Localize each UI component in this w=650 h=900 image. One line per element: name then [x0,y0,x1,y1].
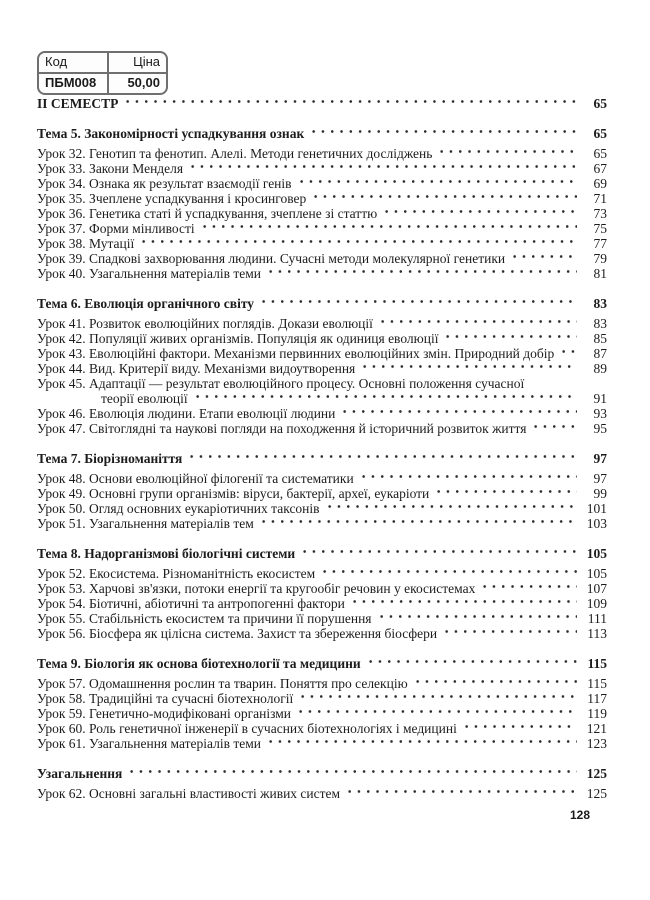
toc-entry-title: Урок 43. Еволюційні фактори. Механізми первинних еволюційних змін. Природний добір [37,346,555,361]
toc-entry-page: 111 [587,611,607,626]
toc-entry-lesson [37,421,607,436]
toc-entry-page: 77 [593,236,607,251]
dot-leader [139,236,577,251]
toc-line [37,626,607,641]
dot-leader [200,221,577,236]
dot-leader [443,331,577,346]
toc-entry-title: Урок 46. Еволюція людини. Етапи еволюції людини [37,406,336,421]
toc-entry-page: 65 [593,146,607,161]
toc-entry-page: 125 [586,786,607,801]
toc-entry-lesson [37,251,607,266]
toc-entry-page: 91 [593,391,607,406]
dot-leader [296,706,577,721]
toc-entry-page: 83 [593,296,607,311]
toc-entry-page: 67 [593,161,607,176]
toc-entry-page: 123 [586,736,607,751]
toc-line [37,376,607,391]
toc-entry-page: 93 [593,406,607,421]
dot-leader [378,316,577,331]
dot-leader [266,736,577,751]
toc-entry-page: 65 [593,96,607,111]
price-table-header-row [39,53,166,74]
dot-leader [259,516,577,531]
toc-entry-lesson [37,501,607,516]
toc-entry-title: Тема 9. Біологія як основа біотехнології та медицини [37,656,361,671]
toc-entry-title: Урок 38. Мутації [37,236,135,251]
toc-line [37,546,607,561]
toc-line [37,736,607,751]
toc-line [37,236,607,251]
toc-entry-title: Урок 45. Адаптації — результат еволюційного процесу. Основні положення сучасної [37,376,525,391]
dot-leader [345,786,577,801]
toc-entry-title: Тема 8. Надорганізмові біологічні системи [37,546,296,561]
toc-line [37,176,607,191]
dot-leader [325,501,577,516]
toc-line [37,516,607,531]
toc-entry-title: Урок 57. Одомашнення рослин та тварин. Поняття про селекцію [37,676,408,691]
toc-entry-title: Урок 59. Генетично-модифіковані організми [37,706,291,721]
toc-entry-title: Урок 56. Біосфера як цілісна система. Захист та збереження біосфери [37,626,438,641]
toc-entry-title: Урок 40. Узагальнення матеріалів теми [37,266,262,281]
toc-line [37,391,607,406]
price-table-code-header: Код [39,53,109,72]
dot-leader [127,766,577,781]
price-table-values-row [39,74,166,93]
toc-entry-lesson [37,376,607,406]
toc-entry-title: Урок 39. Спадкові захворювання людини. Сучасні методи молекулярної генетики [37,251,506,266]
toc-entry-title: Урок 36. Генетика статі й успадкування, зчеплене зі статтю [37,206,378,221]
dot-leader [188,161,577,176]
toc-entry-title: Урок 62. Основні загальні властивості живих систем [37,786,341,801]
toc-entry-theme [37,451,607,466]
dot-leader [297,176,577,191]
toc-entry-title: Урок 48. Основи еволюційної філогенії та систематики [37,471,354,486]
toc-entry-title: Тема 5. Закономірності успадкування ознак [37,126,305,141]
dot-leader [480,581,577,596]
toc-line [37,421,607,436]
toc-entry-page: 117 [587,691,607,706]
toc-entry-lesson [37,566,607,581]
toc-line [37,191,607,206]
toc-line [37,611,607,626]
toc-line [37,691,607,706]
dot-leader [510,251,577,266]
dot-leader [366,656,577,671]
dot-leader [559,346,577,361]
toc-entry-title: Урок 34. Ознака як результат взаємодії генів [37,176,292,191]
toc-entry-lesson [37,316,607,331]
toc-line [37,786,607,801]
toc-entry-title: Урок 53. Харчові зв'язки, потоки енергії та кругообіг речовин у екосистемах [37,581,476,596]
toc-entry-title: Урок 55. Стабільність екосистем та причини її порушення [37,611,372,626]
toc-line [37,676,607,691]
dot-leader [377,611,577,626]
toc-line [37,346,607,361]
dot-leader [311,191,577,206]
toc-line [37,471,607,486]
toc-entry-title: Тема 6. Еволюція органічного світу [37,296,255,311]
dot-leader [442,626,577,641]
toc-entry-page: 79 [593,251,607,266]
toc-entry-lesson [37,331,607,346]
toc-entry-lesson [37,471,607,486]
toc-entry-lesson [37,676,607,691]
toc-entry-title: Урок 42. Популяції живих організмів. Популяція як одиниця еволюції [37,331,439,346]
dot-leader [309,126,577,141]
toc-entry-title: Урок 60. Роль генетичної інженерії в сучасних біотехнологіях і медицині [37,721,457,736]
toc-entry-page: 125 [586,766,607,781]
toc-entry-page: 103 [586,516,607,531]
dot-leader [437,146,577,161]
toc-entry-page: 75 [593,221,607,236]
toc-line [37,221,607,236]
toc-entry-title: Узагальнення [37,766,123,781]
toc-entry-lesson [37,706,607,721]
toc-entry-semester [37,96,607,111]
price-table-price-header: Ціна [133,54,160,69]
toc-entry-title: ІІ СЕМЕСТР [37,96,119,111]
dot-leader [123,96,577,111]
toc-entry-page: 109 [586,596,607,611]
toc-entry-title: Урок 35. Зчеплене успадкування і кросинговер [37,191,307,206]
toc-entry-lesson [37,266,607,281]
toc-line [37,656,607,671]
toc-line [37,766,607,781]
toc-line [37,501,607,516]
dot-leader [434,486,577,501]
dot-leader [298,691,577,706]
toc-entry-title: Урок 51. Узагальнення матеріалів тем [37,516,254,531]
toc-entry-theme [37,546,607,561]
dot-leader [320,566,577,581]
toc-entry-page: 65 [593,126,607,141]
toc-entry-lesson [37,721,607,736]
dot-leader [340,406,577,421]
toc-entry-lesson [37,191,607,206]
toc-entry-lesson [37,486,607,501]
toc-entry-page: 69 [593,176,607,191]
toc-line [37,126,607,141]
toc-entry-section [37,766,607,781]
toc-line [37,581,607,596]
toc-entry-lesson [37,221,607,236]
dot-leader [259,296,577,311]
toc-entry-lesson [37,161,607,176]
toc-line [37,721,607,736]
toc-line [37,361,607,376]
toc-line [37,331,607,346]
toc-line [37,566,607,581]
toc-entry-page: 71 [593,191,607,206]
toc-entry-title: Тема 7. Біорізноманіття [37,451,183,466]
toc-entry-lesson [37,611,607,626]
toc-line [37,451,607,466]
dot-leader [266,266,577,281]
toc-entry-page: 95 [593,421,607,436]
toc-entry-page: 85 [593,331,607,346]
dot-leader [300,546,577,561]
toc-line [37,206,607,221]
dot-leader [531,421,577,436]
toc-line [37,146,607,161]
toc-line [37,406,607,421]
toc-entry-page: 115 [587,656,607,671]
toc-entry-page: 119 [587,706,607,721]
toc-entry-title: Урок 41. Розвиток еволюційних поглядів. Докази еволюції [37,316,373,331]
toc-entry-page: 81 [593,266,607,281]
toc-entry-lesson [37,176,607,191]
toc-entry-title: Урок 58. Традиційні та сучасні біотехнології [37,691,294,706]
toc-entry-lesson [37,596,607,611]
toc-entry-lesson [37,736,607,751]
toc-entry-page: 101 [586,501,607,516]
toc-entry-page: 107 [586,581,607,596]
toc-entry-lesson [37,236,607,251]
toc-entry-title: Урок 49. Основні групи організмів: віруси, бактерії, археї, еукаріоти [37,486,430,501]
toc-line [37,486,607,501]
price-table [37,51,168,95]
toc-entry-lesson [37,361,607,376]
page-number-folio: 128 [569,808,590,822]
toc-entry-page: 89 [593,361,607,376]
toc-entry-page: 105 [586,566,607,581]
toc-entry-lesson [37,146,607,161]
dot-leader [360,361,577,376]
dot-leader [462,721,577,736]
toc-entry-page: 83 [593,316,607,331]
toc-entry-lesson [37,626,607,641]
toc-entry-theme [37,126,607,141]
toc-entry-page: 113 [587,626,607,641]
toc-entry-lesson [37,786,607,801]
toc-entry-page: 105 [586,546,607,561]
price-table-code-value: ПБМ008 [39,74,109,93]
toc-entry-title: Урок 44. Вид. Критерії виду. Механізми видоутворення [37,361,356,376]
toc-entry-lesson [37,516,607,531]
dot-leader [413,676,577,691]
dot-leader [350,596,577,611]
toc-line [37,161,607,176]
toc-line [37,251,607,266]
toc-entry-lesson [37,346,607,361]
table-of-contents [37,96,607,801]
dot-leader [193,391,577,406]
toc-entry-title: Урок 32. Генотип та фенотип. Алелі. Методи генетичних досліджень [37,146,433,161]
toc-line [37,316,607,331]
toc-entry-page: 73 [593,206,607,221]
toc-entry-title: Урок 47. Світоглядні та наукові погляди на походження й історичний розвиток життя [37,421,527,436]
dot-leader [359,471,577,486]
toc-entry-lesson [37,691,607,706]
toc-entry-lesson [37,406,607,421]
toc-entry-title: теорії еволюції [101,391,188,406]
toc-entry-theme [37,296,607,311]
toc-entry-page: 97 [593,451,607,466]
price-table-price-value: 50,00 [127,75,160,90]
toc-entry-title: Урок 61. Узагальнення матеріалів теми [37,736,262,751]
toc-entry-lesson [37,581,607,596]
toc-entry-title: Урок 52. Екосистема. Різноманітність екосистем [37,566,316,581]
toc-entry-title: Урок 54. Біотичні, абіотичні та антропогенні фактори [37,596,345,611]
toc-entry-theme [37,656,607,671]
toc-line [37,96,607,111]
toc-entry-title: Урок 50. Огляд основних еукаріотичних таксонів [37,501,320,516]
toc-entry-lesson [37,206,607,221]
toc-entry-title: Урок 33. Закони Менделя [37,161,184,176]
toc-entry-title: Урок 37. Форми мінливості [37,221,195,236]
dot-leader [187,451,577,466]
toc-entry-page: 121 [586,721,607,736]
toc-entry-page: 97 [593,471,607,486]
toc-entry-page: 87 [593,346,607,361]
toc-line [37,596,607,611]
toc-line [37,266,607,281]
dot-leader [382,206,577,221]
toc-line [37,706,607,721]
toc-entry-page: 99 [593,486,607,501]
toc-line [37,296,607,311]
toc-entry-page: 115 [587,676,607,691]
